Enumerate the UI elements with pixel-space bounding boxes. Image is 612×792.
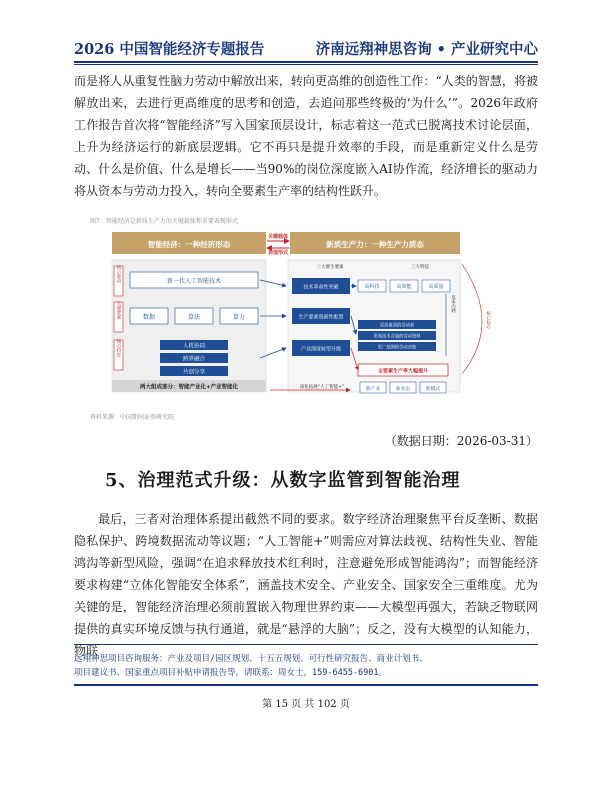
key-carrier-label: 关键载体 <box>267 234 289 240</box>
mid-factor-allocation: 生产要素创新性配置 <box>298 314 344 321</box>
header-report-title: 2026 中国智能经济专题报告 <box>74 41 265 58</box>
trait-high-efficiency: 高效能 <box>396 284 412 290</box>
figure-diagram <box>90 216 530 422</box>
trait-high-quality: 高质量 <box>428 284 444 290</box>
data-date-note: （数据日期：2026-03-31） <box>384 434 538 448</box>
factor-workers: 更高素质的劳动者 <box>379 323 415 329</box>
output-new-model: 新模式 <box>425 387 441 392</box>
right-banner: 新质生产力：一种生产力质态 <box>326 240 424 249</box>
section-title: 5、治理范式升级：从数字监管到智能治理 <box>105 470 461 491</box>
element-algorithm: 算法 <box>187 314 201 321</box>
element-compute: 算力 <box>232 314 246 321</box>
factor-objects: 更广范围的劳动对象 <box>377 345 417 351</box>
three-factors-label: 三大催生要素 <box>316 265 344 270</box>
intro-paragraph: 而是将人从重复性脑力劳动中解放出来，转向更高维的创造性工作：“人类的智慧，将被解放出来，去进行更高维度的思考和创造，去追问那些终极的‘为什么’”。2026年政府工作报告首次将“智能经济”写入国家顶层设计，标志着这一范式已脱离技术讨论层面，上升为经济运行的新底层逻辑。它不再只是提升效率的手段，而是重新定义什么是劳动、什么是价值、什么是增长——当90%的岗位深度嵌入AI协作流，经济增长的驱动力将从资本与劳动力投入，转向全要素生产率的结构性跃升。 <box>74 74 538 198</box>
header-rule-thin <box>74 64 538 65</box>
footer-line-2: 项目建议书、国家重点项目补贴申请报告等，请联系：周女士，159-6455-6901。 <box>74 668 388 678</box>
mid-tech-breakthrough: 技术革命性突破 <box>303 284 339 291</box>
core-sign-label: 核心标志 <box>485 311 491 329</box>
feature-cross-border: 跨界融合 <box>182 356 206 363</box>
row-label-core-drive: 核心驱动 <box>116 265 121 283</box>
feature-human-machine: 人机协同 <box>182 343 206 350</box>
header-rule <box>74 61 538 63</box>
tfp-label: 全要素生产率大幅提升 <box>377 368 429 375</box>
governance-paragraph: 最后，三者对治理体系提出截然不同的要求。数字经济治理聚焦平台反垄断、数据隐私保护、跨境数据流动等议题；“人工智能+”则需应对算法歧视、结构性失业、智能鸿沟等新型风险，强调“在追求释放技术红利时，注意避免形成智能鸿沟”；而智能经济要求构建“立体化智能安全体系”，涵盖技术安全、产业安全、国家安全三重维度。尤为关键的是，智能经济治理必须前置嵌入物理世界约束——大模型再强大，若缺乏物联网提供的真实环境反馈与执行通道，就是“悬浮的大脑”；反之，没有大模型的认知能力，物联 <box>74 512 538 658</box>
footer-rule-top <box>74 644 538 645</box>
figure-title: 图7：智能经济是新质生产力的关键载体和重要表现形式 <box>90 218 238 225</box>
two-parts-label: 两大组成部分：智能产业化+产业智能化 <box>139 384 239 391</box>
core-sign-curve <box>462 264 482 374</box>
factor-means: 更高技术含量的劳动资料 <box>373 334 421 340</box>
element-data: 数据 <box>142 314 156 321</box>
footer-line-1: 远翔神思项目咨询服务：产业及项目/园区规划、十五五规划、可行性研究报告、商业计划书、 <box>74 654 428 664</box>
header-org-name: 济南远翔神思咨询 • 产业研究中心 <box>315 41 538 58</box>
row-label-core-features: 核心特征 <box>116 339 121 357</box>
figure-source: 资料来源：中国期间证券研究院 <box>90 414 175 421</box>
basic-connotation-label: 基本内涵 <box>450 295 456 313</box>
figure-svg <box>90 224 530 410</box>
expression-form-label: 表现形式 <box>267 250 289 256</box>
trait-high-tech: 高科技 <box>364 284 380 290</box>
tech-label: 新一代人工智能技术 <box>166 278 222 285</box>
footer-contact <box>74 652 538 680</box>
left-banner: 智能经济：一种经济形态 <box>147 240 231 249</box>
ai-plus-label: 深化拓展“人工智能+” <box>299 385 345 390</box>
footer-rule-bottom <box>74 684 538 686</box>
three-traits-label: 三大特征 <box>411 265 429 270</box>
page-number: 第 15 页 共 102 页 <box>262 699 350 710</box>
output-new-industry: 新产业 <box>365 387 381 392</box>
mid-industry-upgrade: 产业深度转型升级 <box>300 346 342 353</box>
feature-co-creation: 共创分享 <box>182 369 206 376</box>
row-label-key-elements: 关键要素 <box>116 301 121 319</box>
output-new-format: 新业态 <box>395 387 411 392</box>
